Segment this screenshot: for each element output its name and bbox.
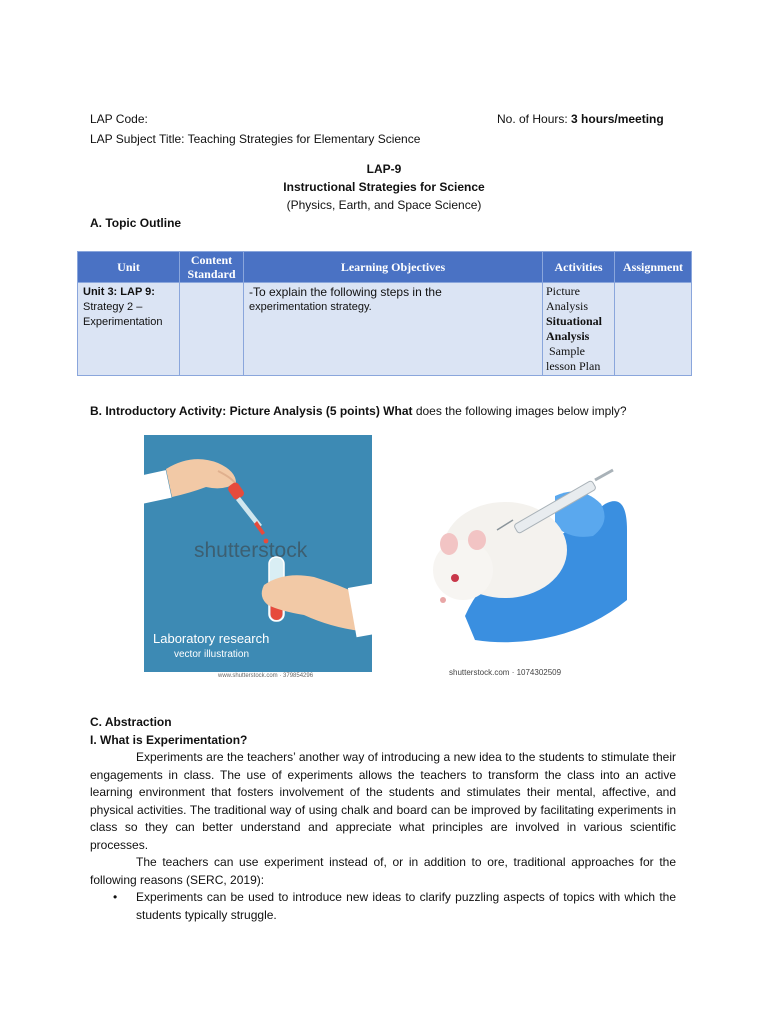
table-row: [78, 283, 692, 376]
header-content-standard: Content Standard: [180, 252, 244, 283]
activity-line-3: Situational: [546, 314, 603, 328]
header-assignment: Assignment: [615, 252, 692, 283]
right-image-credit: shutterstock.com · 1074302509: [449, 668, 562, 677]
lap-number: LAP-9: [366, 162, 402, 176]
bullet-item-1: Experiments can be used to introduce new ideas to clarify puzzling aspects of topics with which the students typically struggle.: [136, 890, 676, 922]
objective-line-1: -To explain the following steps in the: [249, 285, 442, 299]
section-b-heading-bold: B. Introductory Activity: Picture Analysis (5 points) What: [90, 404, 413, 418]
abstraction-paragraph-1: Experiments are the teachers’ another way of introducing a new idea to the students to stimulate their engagements in class. The use of experiments allows the teachers to transform the class into an active learning environment that fosters involvement of the students and stimulates their mental, affective, and physical activities. The traditional way of using chalk and board can be improved by facilitating experiments in class so they can better understand and appreciate what principles are involved in various scientific processes.: [90, 750, 676, 852]
mouse-injection-photo: [405, 440, 627, 668]
activity-line-4: Analysis: [546, 329, 590, 343]
lap-code-label: LAP Code:: [90, 112, 148, 126]
activity-line-5: Sample: [546, 344, 585, 358]
left-image-credit: www.shutterstock.com · 379854296: [218, 673, 314, 679]
cell-assignment: [615, 283, 692, 376]
cell-content-standard: [180, 283, 244, 376]
table-header-row: [78, 252, 692, 283]
section-c-subheading: I. What is Experimentation?: [90, 733, 248, 747]
cell-unit: [78, 283, 180, 376]
section-c-heading: C. Abstraction: [90, 715, 172, 729]
topic-outline-table: [77, 251, 692, 376]
hours-label: No. of Hours:: [497, 112, 572, 126]
lab-research-illustration: [144, 435, 372, 672]
subject-title: LAP Subject Title: Teaching Strategies for Elementary Science: [90, 132, 421, 146]
section-b-heading: [90, 403, 627, 420]
cell-activities: [543, 283, 615, 376]
header-learning-objectives: Learning Objectives: [244, 252, 543, 283]
section-b-heading-rest: does the following images below imply?: [412, 404, 627, 418]
bullet-dot: •: [113, 890, 118, 904]
left-caption-1: Laboratory research: [153, 631, 270, 646]
page-subtitle: (Physics, Earth, and Space Science): [286, 198, 482, 212]
objective-line-2: experimentation strategy.: [249, 301, 372, 313]
left-watermark: shutterstock: [194, 539, 308, 562]
activity-line-2: Analysis: [546, 299, 588, 313]
header-activities: Activities: [543, 252, 615, 283]
cell-learning-objectives: [244, 283, 543, 376]
hours-value: 3 hours/meeting: [571, 112, 664, 126]
left-caption-2: vector illustration: [174, 649, 250, 660]
section-a-heading: A. Topic Outline: [90, 216, 182, 230]
unit-line-3: Experimentation: [83, 316, 163, 328]
unit-line-2: Strategy 2 –: [83, 301, 143, 313]
page-title: Instructional Strategies for Science: [283, 180, 485, 194]
activity-line-6: lesson Plan: [546, 359, 601, 373]
header-unit: Unit: [78, 252, 180, 283]
abstraction-paragraph-2: The teachers can use experiment instead of, or in addition to ore, traditional approaches for the following reasons (SERC, 2019):: [90, 855, 676, 887]
hours-line: [497, 111, 664, 128]
activity-line-1: Picture: [546, 284, 580, 298]
mouse-glove-drawing: [405, 440, 627, 668]
unit-bold: Unit 3: LAP 9:: [83, 286, 155, 298]
